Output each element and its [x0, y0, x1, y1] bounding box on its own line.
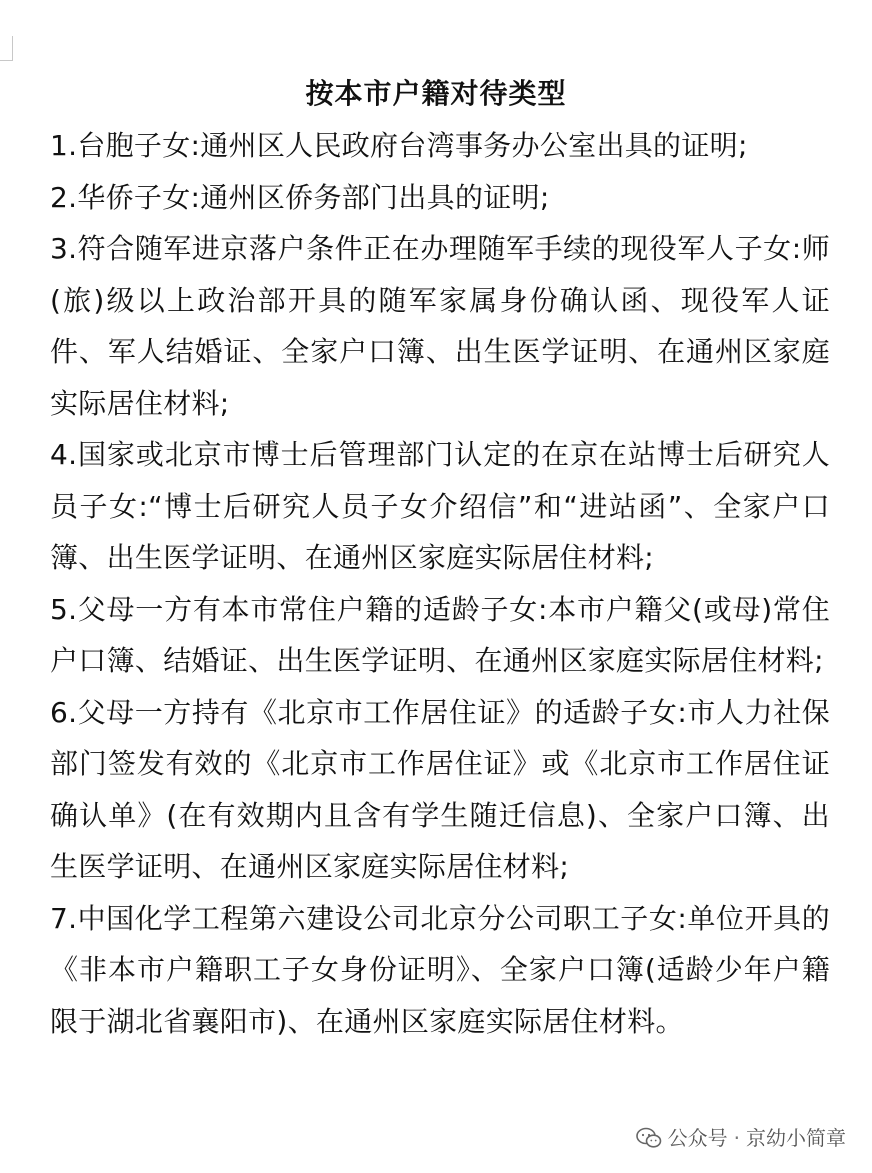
- document-title: 按本市户籍对待类型: [305, 77, 567, 110]
- watermark-account: 京幼小简章: [746, 1126, 846, 1150]
- watermark: [636, 1125, 846, 1151]
- list-item: 2.华侨子女:通州区侨务部门出具的证明;: [50, 180, 550, 214]
- document-body: [50, 120, 830, 1047]
- list-item: 7.中国化学工程第六建设公司北京分公司职工子女:单位开具的《非本市户籍职工子女身份证明》、全家户口簿(适龄少年户籍限于湖北省襄阳市)、在通州区家庭实际居住材料。: [50, 901, 830, 1038]
- list-item: 5.父母一方有本市常住户籍的适龄子女:本市户籍父(或母)常住户口簿、结婚证、出生医学证明、在通州区家庭实际居住材料;: [50, 592, 830, 677]
- watermark-separator: ·: [733, 1126, 740, 1150]
- page-corner-mark: [0, 36, 13, 61]
- list-item: 1.台胞子女:通州区人民政府台湾事务办公室出具的证明;: [50, 129, 748, 162]
- list-item: 4.国家或北京市博士后管理部门认定的在京在站博士后研究人员子女:“博士后研究人员子女介绍信”和“进站函”、全家户口簿、出生医学证明、在通州区家庭实际居住材料;: [50, 438, 830, 574]
- list-item: 3.符合随军进京落户条件正在办理随军手续的现役军人子女:师(旅)级以上政治部开具的随军家属身份确认函、现役军人证件、军人结婚证、全家户口簿、出生医学证明、在通州区家庭实际居住材料;: [50, 232, 830, 420]
- wechat-icon: [636, 1127, 662, 1149]
- list-item: 6.父母一方持有《北京市工作居住证》的适龄子女:市人力社保部门签发有效的《北京市工作居住证》或《北京市工作居住证确认单》(在有效期内且含有学生随迁信息)、全家户口簿、出生医学证明、在通州区家庭实际居住材料;: [50, 695, 830, 883]
- watermark-platform: 公众号: [667, 1126, 728, 1150]
